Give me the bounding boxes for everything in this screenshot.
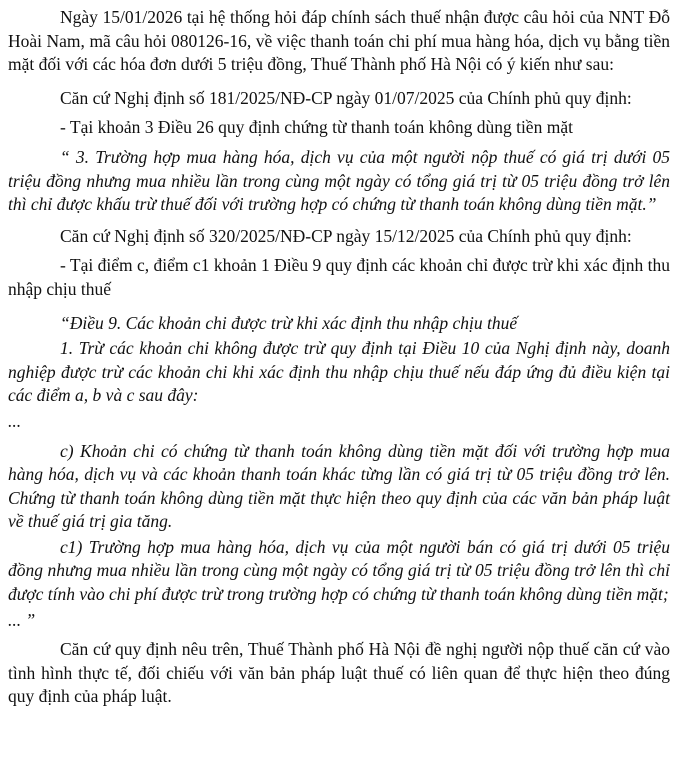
article-26-clause-3-reference: - Tại khoản 3 Điều 26 quy định chứng từ thanh toán không dùng tiền mặt: [60, 117, 573, 138]
quote-ellipsis-1: ...: [8, 410, 22, 431]
quote-ellipsis-2: ... ”: [8, 609, 36, 630]
quote-article-9-clause-1: 1. Trừ các khoản chi không được trừ quy định tại Điều 10 của Nghị định này, doanh nghiệp được trừ các khoản chi khi xác định thu nhập chịu thuế nếu đáp ứng đủ điều kiện tại các điểm a, b và c sau đây:: [8, 338, 670, 406]
legal-basis-decree-181: Căn cứ Nghị định số 181/2025/NĐ-CP ngày 01/07/2025 của Chính phủ quy định:: [60, 87, 632, 108]
quote-clause-3: “ 3. Trường hợp mua hàng hóa, dịch vụ của một người nộp thuế có giá trị dưới 05 triệu đồng nhưng mua nhiều lần trong cùng một ngày có tổng giá trị từ 05 triệu đồng trở lên thì chỉ được khấu trừ thuế đối với trường hợp có chứng từ thanh toán không dùng tiền mặt.”: [8, 146, 670, 215]
quote-point-c: c) Khoản chi có chứng từ thanh toán không dùng tiền mặt đối với trường hợp mua hàng hóa, dịch vụ và các khoản thanh toán khác từng lần có giá trị từ 05 triệu đồng trở lên. Chứng từ thanh toán không dùng tiền mặt thực hiện theo quy định của các văn bản pháp luật về thuế giá trị gia tăng.: [8, 440, 670, 532]
conclusion-paragraph: Căn cứ quy định nêu trên, Thuế Thành phố Hà Nội đề nghị người nộp thuế căn cứ vào tình hình thực tế, đối chiếu với văn bản pháp luật thuế có liên quan để thực hiện theo đúng quy định của pháp luật.: [8, 639, 670, 707]
legal-basis-decree-320: Căn cứ Nghị định số 320/2025/NĐ-CP ngày 15/12/2025 của Chính phủ quy định:: [60, 225, 632, 246]
intro-paragraph: Ngày 15/01/2026 tại hệ thống hỏi đáp chính sách thuế nhận được câu hỏi của NNT Đỗ Hoài Nam, mã câu hỏi 080126-16, về việc thanh toán chi phí mua hàng hóa, dịch vụ bằng tiền mặt đối với các hóa đơn dưới 5 triệu đồng, Thuế Thành phố Hà Nội có ý kiến như sau:: [8, 7, 670, 75]
quote-point-c1: c1) Trường hợp mua hàng hóa, dịch vụ của một người bán có giá trị dưới 05 triệu đồng nhưng mua nhiều lần trong cùng một ngày có tổng giá trị từ 05 triệu đồng trở lên thì chỉ được tính vào chi phí được trừ trong trường hợp có chứng từ thanh toán không dùng tiền mặt;: [8, 536, 670, 605]
quote-article-9-title: “Điều 9. Các khoản chi được trừ khi xác định thu nhập chịu thuế: [60, 312, 518, 333]
article-9-point-c-reference: - Tại điểm c, điểm c1 khoản 1 Điều 9 quy định các khoản chỉ được trừ khi xác định thu nhập chịu thuế: [8, 255, 670, 299]
